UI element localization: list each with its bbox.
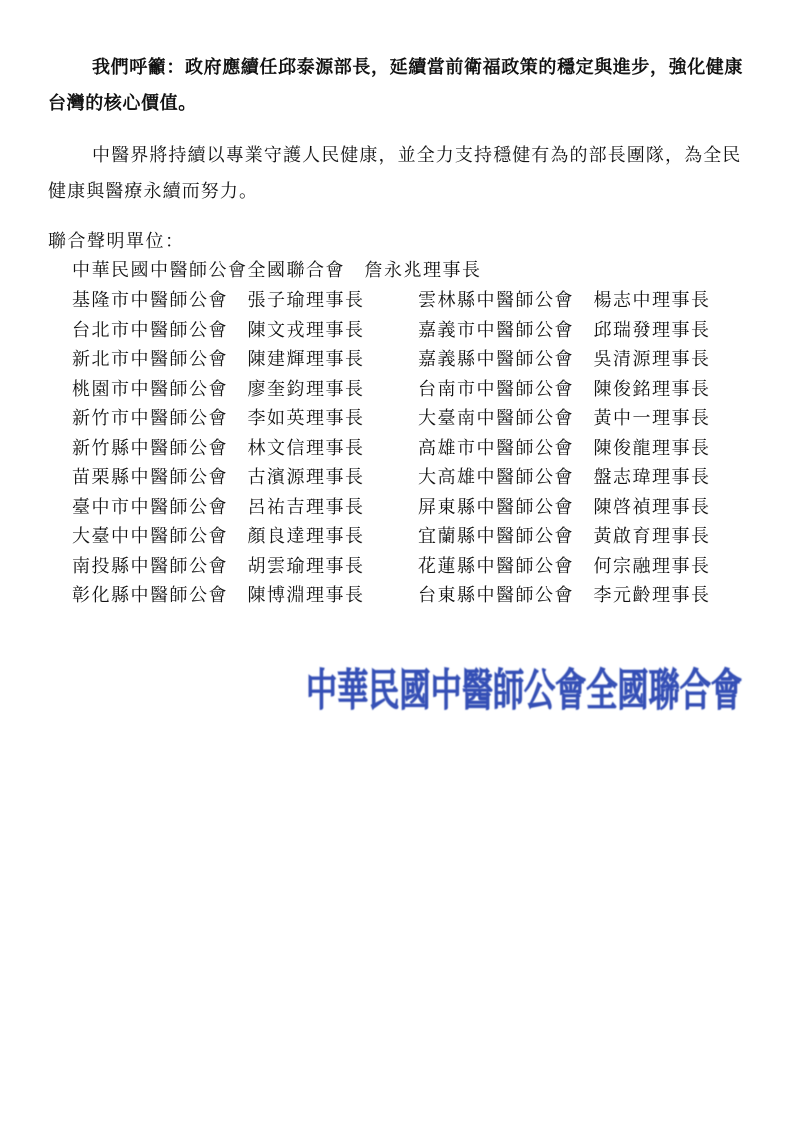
signatory-right: 嘉義市中醫師公會 邱瑞發理事長 xyxy=(418,319,711,341)
signatory-left: 新北市中醫師公會 陳建輝理事長 xyxy=(72,349,365,370)
signatory-left: 臺中市中醫師公會 呂祐吉理事長 xyxy=(72,496,365,518)
signatory-left: 台北市中醫師公會 陳文戎理事長 xyxy=(72,319,365,341)
signatory-left: 基隆市中醫師公會 張子瑜理事長 xyxy=(72,290,365,311)
signatory-right: 台南市中醫師公會 陳俊銘理事長 xyxy=(418,378,711,400)
signatory-right: 大臺南中醫師公會 黃中一理事長 xyxy=(418,408,711,429)
signatory-right: 屏東縣中醫師公會 陳啓禎理事長 xyxy=(418,496,711,518)
signatory-main: 中華民國中醫師公會全國聯合會 詹永兆理事長 xyxy=(72,260,482,281)
signatory-left: 彰化縣中醫師公會 陳博淵理事長 xyxy=(72,585,365,606)
signatory-left: 新竹縣中醫師公會 林文信理事長 xyxy=(72,437,365,459)
signatory-right: 台東縣中醫師公會 李元齡理事長 xyxy=(418,585,711,606)
signatory-right: 雲林縣中醫師公會 楊志中理事長 xyxy=(418,290,711,311)
signatory-left: 桃園市中醫師公會 廖奎鈞理事長 xyxy=(72,378,365,400)
commitment-paragraph: 中醫界將持續以專業守護人民健康，並全力支持穩健有為的部長團隊，為全民健康與醫療永續而努力。 xyxy=(48,145,742,202)
signatory-list xyxy=(72,286,752,611)
signatory-right: 花蓮縣中醫師公會 何宗融理事長 xyxy=(418,555,711,577)
signatory-left: 苗栗縣中醫師公會 古濱源理事長 xyxy=(72,467,365,488)
signatory-left: 南投縣中醫師公會 胡雲瑜理事長 xyxy=(72,555,365,577)
signatory-left: 大臺中中醫師公會 顏良達理事長 xyxy=(72,526,365,547)
seal-graphic xyxy=(302,660,746,718)
signatory-right: 高雄市中醫師公會 陳俊龍理事長 xyxy=(418,437,711,459)
seal-text: 中華民國中醫師公會全國聯合會 xyxy=(306,665,742,716)
signatory-right: 大高雄中醫師公會 盤志瑋理事長 xyxy=(418,467,711,488)
appeal-paragraph: 我們呼籲：政府應續任邱泰源部長，延續當前衛福政策的穩定與進步，強化健康台灣的核心價值。 xyxy=(48,57,743,114)
signatory-left: 新竹市中醫師公會 李如英理事長 xyxy=(72,408,365,429)
signatory-right: 嘉義縣中醫師公會 吳清源理事長 xyxy=(418,349,711,370)
organization-seal-stamp xyxy=(302,660,746,718)
signatories-heading: 聯合聲明單位： xyxy=(48,231,185,252)
signatory-right: 宜蘭縣中醫師公會 黃啟育理事長 xyxy=(418,526,711,547)
